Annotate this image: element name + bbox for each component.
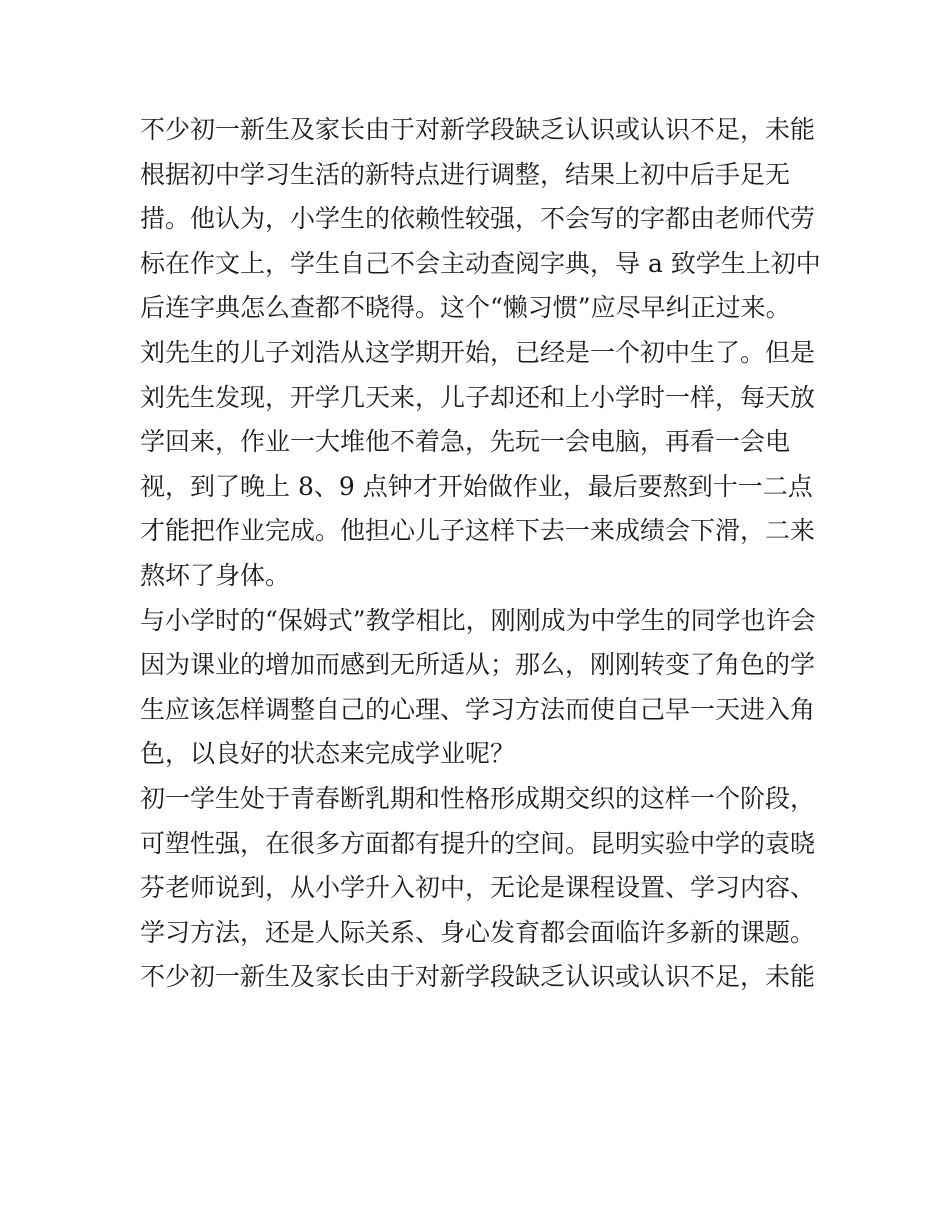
text-line: 色，以良好的状态来完成学业呢？ (140, 739, 516, 769)
text-line: 不少初一新生及家长由于对新学段缺乏认识或认识不足，未能 (140, 962, 816, 992)
article-body (140, 108, 830, 1000)
text-line: 学回来，作业一大堆他不着急，先玩一会电脑，再看一会电 (140, 427, 791, 457)
text-line: 刘先生的儿子刘浩从这学期开始，已经是一个初中生了。但是 (140, 337, 816, 367)
text-line: 措。他认为，小学生的依赖性较强，不会写的字都由老师代劳 (140, 204, 816, 234)
text-line: 芬老师说到，从小学升入初中，无论是课程设置、学习内容、 (140, 873, 816, 903)
text-line: 学习方法，还是人际关系、身心发育都会面临许多新的课题。 (140, 917, 816, 947)
text-line: 后连字典怎么查都不晓得。这个“懒习惯”应尽早纠正过来。 (140, 293, 791, 323)
text-line: 因为课业的增加而感到无所适从；那么，刚刚转变了角色的学 (140, 650, 816, 680)
text-line: 初一学生处于青春断乳期和性格形成期交织的这样一个阶段， (140, 783, 816, 813)
text-line: 熬坏了身体。 (140, 560, 291, 590)
text-line: 生应该怎样调整自己的心理、学习方法而使自己早一天进入角 (140, 694, 816, 724)
text-line: 刘先生发现，开学几天来，儿子却还和上小学时一样，每天放 (140, 382, 816, 412)
text-line: 与小学时的“保姆式”教学相比，刚刚成为中学生的同学也许会 (140, 605, 816, 635)
text-line: 不少初一新生及家长由于对新学段缺乏认识或认识不足，未能 (140, 115, 816, 144)
text-line: 根据初中学习生活的新特点进行调整，结果上初中后手足无 (140, 159, 791, 189)
text-line: 才能把作业完成。他担心儿子这样下去一来成绩会下滑，二来 (140, 516, 816, 546)
text-line: 可塑性强，在很多方面都有提升的空间。昆明实验中学的袁晓 (140, 828, 816, 858)
text-line: 标在作文上，学生自己不会主动查阅字典，导 a 致学生上初中 (140, 248, 821, 278)
text-line: 视，到了晚上 8、9 点钟才开始做作业，最后要熬到十一二点 (140, 471, 813, 501)
